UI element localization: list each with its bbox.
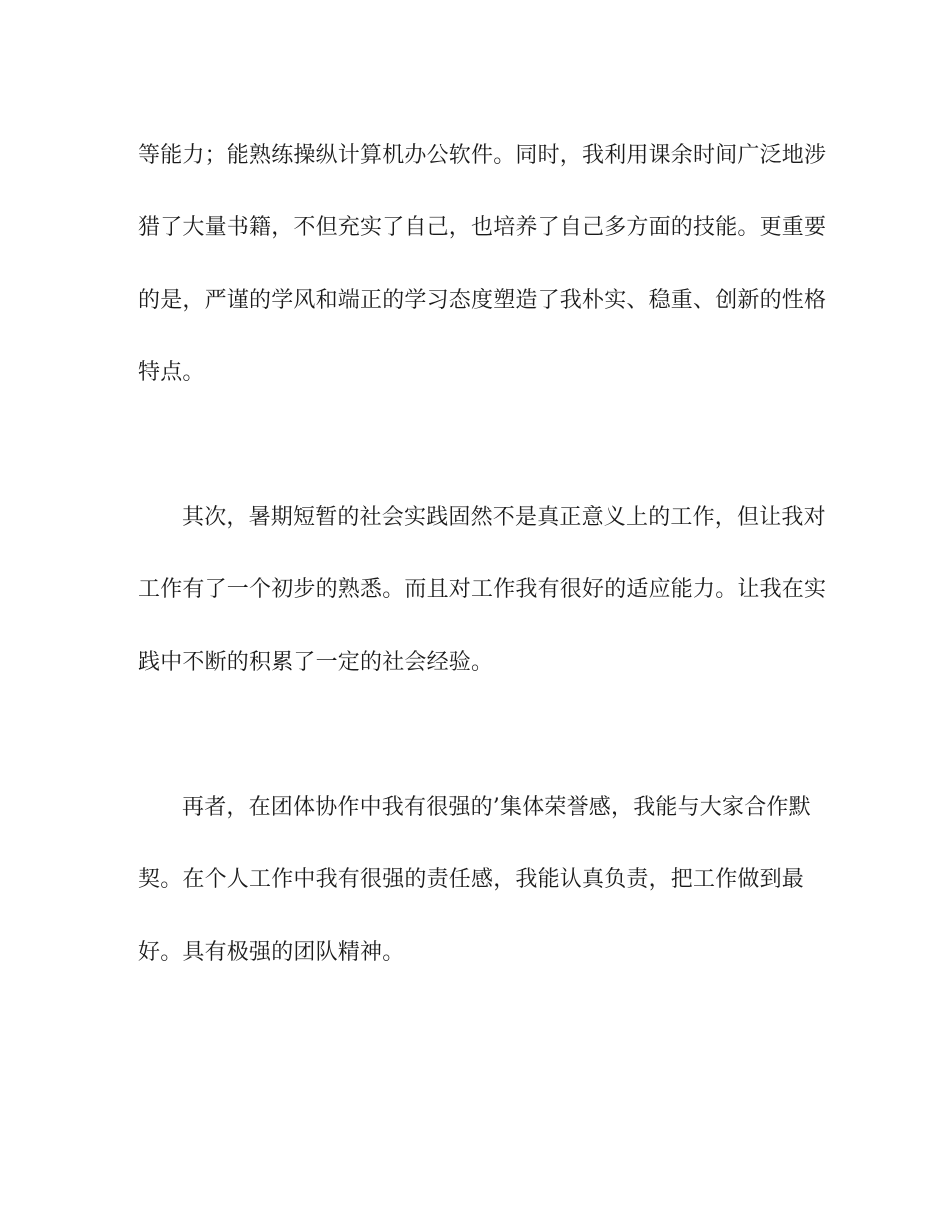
text-line: 特点。 bbox=[138, 360, 205, 385]
text-line: 其次，暑期短暂的社会实践固然不是真正意义上的工作，但让我对 bbox=[182, 505, 826, 530]
text-line: 等能力；能熟练操纵计算机办公软件。同时，我利用课余时间广泛地涉 bbox=[138, 143, 827, 168]
text-line: 工作有了一个初步的熟悉。而且对工作我有很好的适应能力。让我在实 bbox=[138, 577, 827, 602]
text-line: 的是，严谨的学风和端正的学习态度塑造了我朴实、稳重、创新的性格 bbox=[138, 288, 827, 313]
text-line: 再者，在团体协作中我有很强的’集体荣誉感，我能与大家合作默 bbox=[182, 795, 811, 820]
text-line: 好。具有极强的团队精神。 bbox=[138, 940, 405, 965]
text-line: 猎了大量书籍，不但充实了自己，也培养了自己多方面的技能。更重要 bbox=[138, 215, 827, 240]
text-line: 践中不断的积累了一定的社会经验。 bbox=[138, 650, 494, 675]
text-line: 契。在个人工作中我有很强的责任感，我能认真负责，把工作做到最 bbox=[138, 867, 805, 892]
